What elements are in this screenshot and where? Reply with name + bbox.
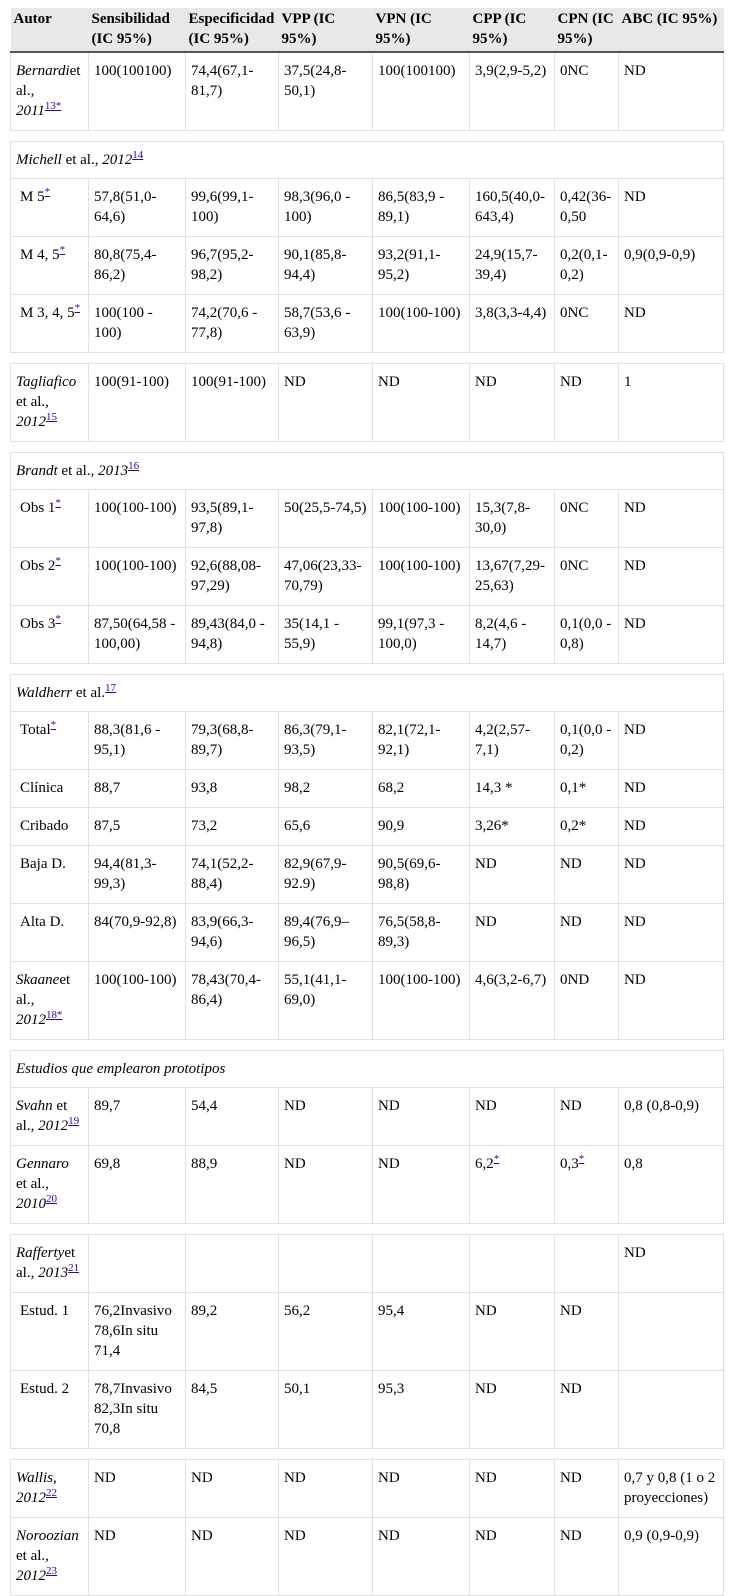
value-cell: 74,4(67,1-81,7) — [186, 52, 279, 131]
reference-link[interactable]: 22 — [46, 1487, 57, 1499]
author-year: 2012 — [16, 414, 46, 430]
value-cell — [470, 1235, 555, 1293]
value-cell: 93,8 — [186, 770, 279, 808]
value-cell: 100(100 - 100) — [89, 295, 186, 353]
author-name: Tagliafico — [16, 374, 77, 390]
reference-link[interactable]: 19 — [68, 1115, 80, 1127]
author-cell — [11, 808, 89, 846]
author-cell — [11, 548, 89, 606]
author-text: et al., — [16, 1176, 49, 1192]
value-cell: 8,2(4,6 - 14,7) — [470, 606, 555, 664]
spacer-cell — [11, 1224, 724, 1235]
reference-link[interactable]: 23 — [46, 1565, 57, 1577]
author-cell — [11, 1518, 89, 1596]
value-cell: ND — [619, 52, 724, 131]
value-cell: 80,8(75,4-86,2) — [89, 237, 186, 295]
section-title — [11, 142, 724, 179]
value-cell: ND — [619, 712, 724, 770]
value-cell: 98,3(96,0 - 100) — [279, 179, 373, 237]
spacer-cell — [11, 1449, 724, 1460]
author-cell — [11, 1235, 89, 1293]
value-cell: ND — [279, 1088, 373, 1146]
reference-link[interactable]: * — [578, 1153, 585, 1165]
value-cell: 14,3 * — [470, 770, 555, 808]
value-cell: 78,7Invasivo 82,3In situ 70,8 — [89, 1371, 186, 1449]
value-cell: 3,8(3,3-4,4) — [470, 295, 555, 353]
value-cell: 0,1(0,0 - 0,8) — [555, 606, 619, 664]
value-cell: 50(25,5-74,5) — [279, 490, 373, 548]
spacer-row — [11, 1040, 724, 1051]
author-year: 2012 — [16, 1012, 46, 1028]
author-text: Estud. 2 — [20, 1381, 70, 1397]
value-cell — [373, 1235, 470, 1293]
spacer-row — [11, 1224, 724, 1235]
spacer-cell — [11, 131, 724, 142]
author-name: Gennaro — [16, 1156, 69, 1172]
reference-link[interactable]: 20 — [46, 1193, 57, 1205]
value-cell: 0,8 — [619, 1146, 724, 1224]
value-cell — [470, 1146, 555, 1224]
value-cell: 24,9(15,7-39,4) — [470, 237, 555, 295]
value-cell — [186, 1235, 279, 1293]
spacer-row — [11, 664, 724, 675]
value-cell: ND — [279, 1518, 373, 1596]
value-cell: ND — [470, 1088, 555, 1146]
reference-link[interactable]: 14 — [132, 149, 144, 161]
spacer-cell — [11, 353, 724, 364]
section-row — [11, 1051, 724, 1088]
author-year: 2012 — [102, 152, 133, 168]
value-cell: ND — [555, 364, 619, 442]
table-row — [11, 1518, 724, 1596]
value-cell: 65,6 — [279, 808, 373, 846]
author-text: et al., — [16, 1548, 49, 1564]
value-cell: 78,43(70,4-86,4) — [186, 962, 279, 1040]
author-name: Wallis, — [16, 1470, 57, 1486]
value-cell — [555, 1235, 619, 1293]
table-row — [11, 1235, 724, 1293]
value-cell: ND — [555, 904, 619, 962]
author-year: 2012 — [16, 1490, 46, 1506]
value-cell: 94,4(81,3-99,3) — [89, 846, 186, 904]
table-row — [11, 846, 724, 904]
value-cell: 88,9 — [186, 1146, 279, 1224]
value-cell: 0NC — [555, 52, 619, 131]
author-text: et al., — [57, 463, 99, 479]
table-row — [11, 364, 724, 442]
author-cell — [11, 606, 89, 664]
value-cell — [555, 1146, 619, 1224]
reference-link[interactable]: * — [493, 1153, 500, 1165]
author-text: Clínica — [20, 780, 64, 796]
author-cell — [11, 364, 89, 442]
value-cell: 89,4(76,9–96,5) — [279, 904, 373, 962]
value-text: 0,3 — [560, 1156, 579, 1172]
spacer-cell — [11, 664, 724, 675]
value-cell: 88,7 — [89, 770, 186, 808]
author-text: et al., — [16, 394, 49, 410]
value-cell: 82,1(72,1-92,1) — [373, 712, 470, 770]
author-cell — [11, 904, 89, 962]
results-table-container — [10, 8, 723, 1596]
value-cell: ND — [619, 962, 724, 1040]
value-cell: 100(100-100) — [89, 962, 186, 1040]
author-cell — [11, 52, 89, 131]
author-cell — [11, 1146, 89, 1224]
value-cell: 1 — [619, 364, 724, 442]
value-cell: ND — [619, 548, 724, 606]
value-cell — [89, 1235, 186, 1293]
author-name: Bernardi — [16, 63, 70, 79]
reference-link[interactable]: * — [74, 302, 81, 314]
value-cell: 82,9(67,9-92.9) — [279, 846, 373, 904]
author-name: Michell — [16, 152, 62, 168]
author-text: Baja D. — [20, 856, 66, 872]
section-row — [11, 142, 724, 179]
value-cell: 55,1(41,1-69,0) — [279, 962, 373, 1040]
value-cell: 98,2 — [279, 770, 373, 808]
value-cell: ND — [555, 1460, 619, 1518]
author-name: Svahn — [16, 1098, 53, 1114]
author-year: 2012 — [38, 1118, 69, 1134]
value-cell: 89,43(84,0 - 94,8) — [186, 606, 279, 664]
value-cell: 100(100-100) — [373, 295, 470, 353]
value-cell: ND — [470, 1293, 555, 1371]
reference-link[interactable]: 15 — [46, 411, 57, 423]
value-cell: 99,6(99,1-100) — [186, 179, 279, 237]
header-cpn: CPN (IC 95%) — [555, 8, 619, 52]
value-cell: ND — [186, 1518, 279, 1596]
header-cpp: CPP (IC 95%) — [470, 8, 555, 52]
header-vpp: VPP (IC 95%) — [279, 8, 373, 52]
value-cell: 56,2 — [279, 1293, 373, 1371]
table-row — [11, 237, 724, 295]
header-especificidad: Especificidad (IC 95%) — [186, 8, 279, 52]
value-cell: ND — [470, 364, 555, 442]
reference-link[interactable]: 18* — [46, 1009, 63, 1021]
results-table — [10, 8, 724, 1596]
author-text: M 5 — [20, 189, 45, 205]
value-cell: 3,9(2,9-5,2) — [470, 52, 555, 131]
value-cell: 86,3(79,1-93,5) — [279, 712, 373, 770]
value-cell: 4,6(3,2-6,7) — [470, 962, 555, 1040]
reference-link[interactable]: * — [55, 497, 61, 509]
author-text: et al., — [16, 1245, 76, 1281]
author-text: et al., — [16, 63, 81, 99]
value-cell: 0,2* — [555, 808, 619, 846]
value-cell: ND — [619, 904, 724, 962]
value-cell: ND — [619, 179, 724, 237]
value-cell: ND — [373, 1460, 470, 1518]
value-cell: 86,5(83,9 - 89,1) — [373, 179, 470, 237]
author-cell — [11, 1371, 89, 1449]
author-year: 2013 — [38, 1265, 69, 1281]
author-cell — [11, 490, 89, 548]
author-name: Estudios que emplearon prototipos — [16, 1061, 226, 1077]
value-cell: 93,5(89,1-97,8) — [186, 490, 279, 548]
author-text: Total — [20, 722, 51, 738]
value-cell: 84(70,9-92,8) — [89, 904, 186, 962]
value-cell: 0,9 (0,9-0,9) — [619, 1518, 724, 1596]
value-cell: ND — [619, 295, 724, 353]
value-cell: 57,8(51,0-64,6) — [89, 179, 186, 237]
author-name: Noroozian — [16, 1528, 79, 1544]
author-text: Obs 3 — [20, 616, 56, 632]
value-cell: 0,2(0,1-0,2) — [555, 237, 619, 295]
author-text: M 4, 5 — [20, 247, 60, 263]
value-cell: 54,4 — [186, 1088, 279, 1146]
table-row — [11, 808, 724, 846]
table-row — [11, 1293, 724, 1371]
value-cell: ND — [470, 1371, 555, 1449]
value-cell: 0NC — [555, 490, 619, 548]
value-cell: 4,2(2,57-7,1) — [470, 712, 555, 770]
author-name: Brandt — [16, 463, 58, 479]
value-cell: ND — [279, 364, 373, 442]
value-cell: 100(100100) — [89, 52, 186, 131]
header-autor: Autor — [11, 8, 89, 52]
section-row — [11, 453, 724, 490]
value-cell: ND — [619, 606, 724, 664]
value-cell: ND — [89, 1460, 186, 1518]
table-row — [11, 1088, 724, 1146]
table-row — [11, 712, 724, 770]
value-cell: ND — [186, 1460, 279, 1518]
value-cell: ND — [373, 1146, 470, 1224]
author-text: Estud. 1 — [20, 1303, 70, 1319]
value-cell: 0,42(36-0,50 — [555, 179, 619, 237]
value-cell: 15,3(7,8-30,0) — [470, 490, 555, 548]
value-cell: ND — [470, 904, 555, 962]
reference-link[interactable]: * — [55, 613, 61, 625]
author-text: et al., — [16, 972, 71, 1008]
value-cell: ND — [555, 1371, 619, 1449]
spacer-cell — [11, 442, 724, 453]
value-cell: 68,2 — [373, 770, 470, 808]
author-text: et al. — [72, 685, 106, 701]
value-cell: 89,2 — [186, 1293, 279, 1371]
value-cell: ND — [470, 846, 555, 904]
value-cell: 73,2 — [186, 808, 279, 846]
spacer-row — [11, 442, 724, 453]
header-abc: ABC (IC 95%) — [619, 8, 724, 52]
author-year: 2012 — [16, 1568, 46, 1584]
author-cell — [11, 179, 89, 237]
table-row — [11, 904, 724, 962]
table-body — [11, 52, 724, 1596]
value-cell: 0NC — [555, 548, 619, 606]
value-cell: 76,2Invasivo 78,6In situ 71,4 — [89, 1293, 186, 1371]
reference-link[interactable]: * — [55, 555, 61, 567]
reference-link[interactable]: 16 — [128, 460, 140, 472]
table-row — [11, 179, 724, 237]
author-cell — [11, 1293, 89, 1371]
table-row — [11, 770, 724, 808]
reference-link[interactable]: * — [50, 719, 57, 731]
value-cell — [279, 1235, 373, 1293]
value-cell: 76,5(58,8-89,3) — [373, 904, 470, 962]
author-year: 2011 — [16, 103, 45, 119]
value-cell: 100(91-100) — [186, 364, 279, 442]
author-text: M 3, 4, 5 — [20, 305, 75, 321]
author-text: Obs 1 — [20, 500, 56, 516]
value-cell: 96,7(95,2-98,2) — [186, 237, 279, 295]
value-cell: ND — [555, 1293, 619, 1371]
value-cell: 87,50(64,58 - 100,00) — [89, 606, 186, 664]
value-cell: 0,7 y 0,8 (1 o 2 proyecciones) — [619, 1460, 724, 1518]
author-cell — [11, 846, 89, 904]
reference-link[interactable]: 13* — [44, 100, 62, 112]
value-cell: ND — [619, 770, 724, 808]
value-cell: ND — [279, 1146, 373, 1224]
value-cell: 0,9(0,9-0,9) — [619, 237, 724, 295]
spacer-row — [11, 1449, 724, 1460]
value-cell: ND — [373, 1088, 470, 1146]
author-cell — [11, 770, 89, 808]
value-cell: 88,3(81,6 - 95,1) — [89, 712, 186, 770]
value-cell: 35(14,1 - 55,9) — [279, 606, 373, 664]
value-cell: 160,5(40,0-643,4) — [470, 179, 555, 237]
value-cell: ND — [555, 1088, 619, 1146]
header-sensibilidad: Sensibilidad (IC 95%) — [89, 8, 186, 52]
author-text: et al., — [16, 1098, 68, 1134]
table-row — [11, 1460, 724, 1518]
value-cell: 58,7(53,6 - 63,9) — [279, 295, 373, 353]
author-cell — [11, 712, 89, 770]
value-cell: ND — [373, 1518, 470, 1596]
table-row — [11, 1146, 724, 1224]
value-cell: ND — [470, 1518, 555, 1596]
value-cell: ND — [89, 1518, 186, 1596]
value-cell: 0ND — [555, 962, 619, 1040]
table-row — [11, 962, 724, 1040]
author-text: et al., — [61, 152, 103, 168]
value-cell: 0NC — [555, 295, 619, 353]
value-cell: 100(100-100) — [373, 548, 470, 606]
author-cell — [11, 1088, 89, 1146]
value-cell: 50,1 — [279, 1371, 373, 1449]
value-cell: 90,1(85,8-94,4) — [279, 237, 373, 295]
value-cell: 74,2(70,6 - 77,8) — [186, 295, 279, 353]
reference-link[interactable]: 17 — [105, 682, 117, 694]
value-cell: 100(91-100) — [89, 364, 186, 442]
value-cell: ND — [555, 1518, 619, 1596]
spacer-row — [11, 353, 724, 364]
value-cell: 47,06(23,33-70,79) — [279, 548, 373, 606]
value-cell: ND — [555, 846, 619, 904]
value-cell: 95,4 — [373, 1293, 470, 1371]
value-cell: 92,6(88,08-97,29) — [186, 548, 279, 606]
author-name: Waldherr — [16, 685, 73, 701]
value-text: 6,2 — [475, 1156, 494, 1172]
value-cell: ND — [470, 1460, 555, 1518]
value-cell: 13,67(7,29-25,63) — [470, 548, 555, 606]
value-cell: 90,5(69,6-98,8) — [373, 846, 470, 904]
section-title — [11, 453, 724, 490]
reference-link[interactable]: * — [59, 244, 66, 256]
value-cell: 83,9(66,3-94,6) — [186, 904, 279, 962]
author-year: 2010 — [16, 1196, 46, 1212]
table-row — [11, 1371, 724, 1449]
value-cell: 84,5 — [186, 1371, 279, 1449]
value-cell: 95,3 — [373, 1371, 470, 1449]
value-cell: ND — [619, 1235, 724, 1293]
author-year: 2013 — [98, 463, 129, 479]
author-text: Alta D. — [20, 914, 65, 930]
value-cell: 99,1(97,3 - 100,0) — [373, 606, 470, 664]
header-vpn: VPN (IC 95%) — [373, 8, 470, 52]
header-row — [11, 8, 724, 52]
value-cell: ND — [619, 490, 724, 548]
value-cell: 3,26* — [470, 808, 555, 846]
value-cell — [619, 1371, 724, 1449]
value-cell: 100(100-100) — [373, 490, 470, 548]
author-cell — [11, 1460, 89, 1518]
value-cell: 89,7 — [89, 1088, 186, 1146]
author-text: Cribado — [20, 818, 69, 834]
value-cell: 100(100-100) — [89, 548, 186, 606]
value-cell: 74,1(52,2-88,4) — [186, 846, 279, 904]
table-row — [11, 548, 724, 606]
reference-link[interactable]: 21 — [68, 1262, 80, 1274]
author-text: Obs 2 — [20, 558, 56, 574]
author-name: Skaane — [16, 972, 60, 988]
table-row — [11, 295, 724, 353]
value-cell: 87,5 — [89, 808, 186, 846]
value-cell: ND — [619, 846, 724, 904]
spacer-cell — [11, 1040, 724, 1051]
value-cell: ND — [279, 1460, 373, 1518]
value-cell: 0,1(0,0 - 0,2) — [555, 712, 619, 770]
value-cell: 100(100-100) — [373, 962, 470, 1040]
author-name: Rafferty — [16, 1245, 65, 1261]
value-cell: 100(100100) — [373, 52, 470, 131]
value-cell: 90,9 — [373, 808, 470, 846]
value-cell: 0,1* — [555, 770, 619, 808]
author-cell — [11, 295, 89, 353]
value-cell: 93,2(91,1-95,2) — [373, 237, 470, 295]
table-row — [11, 52, 724, 131]
value-cell: 37,5(24,8-50,1) — [279, 52, 373, 131]
table-row — [11, 490, 724, 548]
author-cell — [11, 237, 89, 295]
section-title — [11, 675, 724, 712]
value-cell: 0,8 (0,8-0,9) — [619, 1088, 724, 1146]
value-cell — [619, 1293, 724, 1371]
section-title — [11, 1051, 724, 1088]
spacer-row — [11, 131, 724, 142]
value-cell: 79,3(68,8-89,7) — [186, 712, 279, 770]
reference-link[interactable]: * — [44, 186, 51, 198]
value-cell: ND — [619, 808, 724, 846]
value-cell: ND — [373, 364, 470, 442]
value-cell: 69,8 — [89, 1146, 186, 1224]
value-cell: 100(100-100) — [89, 490, 186, 548]
table-row — [11, 606, 724, 664]
author-cell — [11, 962, 89, 1040]
section-row — [11, 675, 724, 712]
